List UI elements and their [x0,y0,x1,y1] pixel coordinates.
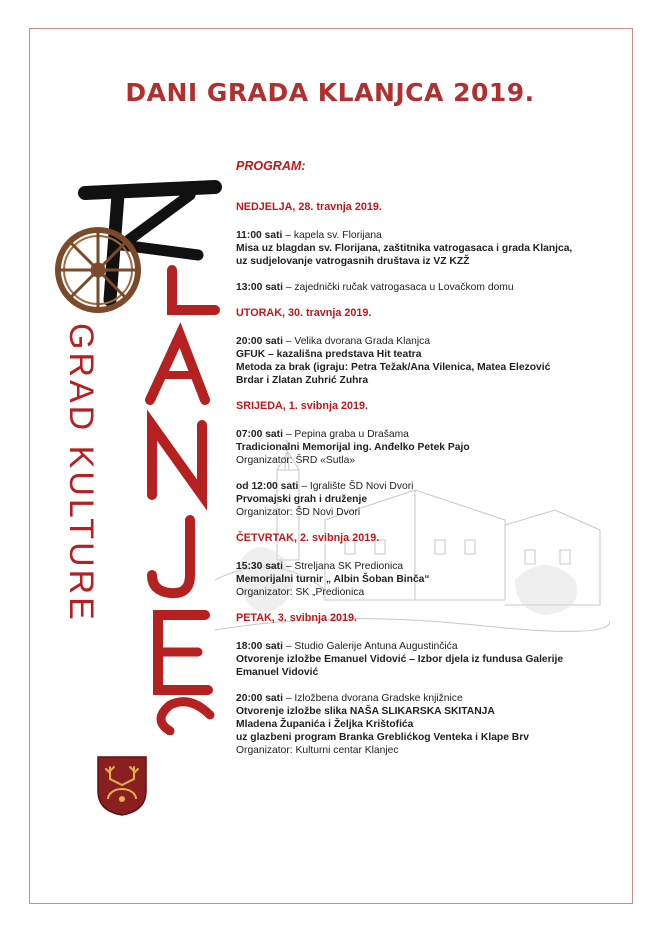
cart-wheel-icon [58,230,138,310]
program-day [236,400,616,519]
program-event [236,480,616,519]
event-location: – Studio Galerije Antuna Augustinčića [282,641,458,652]
event-time: 07:00 sati [236,429,283,440]
program-days [236,201,616,757]
event-title-line: Otvorenje izložbe slika NAŠA SLIKARSKA SKITANJA [236,706,495,717]
event-title-line: uz sudjelovanje vatrogasnih društava iz VZ KZŽ [236,256,470,267]
day-date: SRIJEDA, 1. svibnja 2019. [236,400,369,412]
event-title-line: GFUK – kazališna predstava Hit teatra [236,349,422,360]
program-day [236,532,616,599]
event-time: 18:00 sati [236,641,283,652]
day-date: ČETVRTAK, 2. svibnja 2019. [236,532,380,544]
event-title-line: Emanuel Vidović [236,667,319,678]
event-time-location [236,692,616,705]
event-time: 11:00 sati [236,230,283,241]
event-title-line: Prvomajski grah i druženje [236,494,368,505]
program-list [236,160,616,770]
logo-tagline: GRAD KULTURE [62,323,100,623]
event-location: – Pepina graba u Drašama [282,429,409,440]
day-date: PETAK, 3. svibnja 2019. [236,612,358,624]
day-date: UTORAK, 30. travnja 2019. [236,307,372,319]
event-title-line: Metoda za brak (igraju: Petra Težak/Ana Vilenica, Matea Elezović [236,362,551,373]
event-location: – Streljana SK Predionica [282,561,404,572]
event-organizer: Organizator: ŠD Novi Dvori [236,507,361,518]
event-time-location [236,428,616,441]
event-time-location [236,335,616,348]
event-title-line: Memorijalni turnir „ Albin Šoban Binča“ [236,574,430,585]
event-location: – Velika dvorana Grada Klanjca [282,336,431,347]
event-location: – kapela sv. Florijana [282,230,382,241]
day-date: NEDJELJA, 28. travnja 2019. [236,201,382,213]
program-event [236,560,616,599]
event-time-location [236,640,616,653]
event-location: – zajednički ručak vatrogasaca u Lovačkom domu [282,282,514,293]
program-event [236,428,616,467]
program-event [236,281,616,294]
coat-of-arms-icon [96,755,148,817]
logo-letters-lanjec [150,270,215,731]
event-location: – Izložbena dvorana Gradske knjižnice [282,693,463,704]
event-time: 20:00 sati [236,336,283,347]
event-title-line: uz glazbeni program Branka Greblićkog Venteka i Klape Brv [236,732,529,743]
event-time-location [236,281,616,294]
event-location: – Igralište ŠD Novi Dvori [298,481,414,492]
event-title-line: Otvorenje izložbe Emanuel Vidović – Izbor djela iz fundusa Galerije [236,654,564,665]
event-time: 13:00 sati [236,282,283,293]
event-time-location [236,560,616,573]
event-organizer: Organizator: Kulturni centar Klanjec [236,745,399,756]
program-event [236,335,616,387]
event-organizer: Organizator: SK „Predionica [236,587,365,598]
event-title-line: Mladena Županića i Željka Krištofića [236,719,414,730]
program-event [236,692,616,757]
event-title-line: Misa uz blagdan sv. Florijana, zaštitnika vatrogasaca i grada Klanjca, [236,243,573,254]
event-time: 20:00 sati [236,693,283,704]
event-time-location [236,480,616,493]
event-title-line: Tradicionalni Memorijal ing. Anđelko Petek Pajo [236,442,470,453]
program-day [236,201,616,294]
event-time: 15:30 sati [236,561,283,572]
program-event [236,229,616,268]
event-time: od 12:00 sati [236,481,299,492]
klanjec-logo [40,175,230,735]
program-day [236,612,616,757]
event-organizer: Organizator: ŠRD «Sutla» [236,455,356,466]
event-title-line: Brdar i Zlatan Zuhrić Zuhra [236,375,369,386]
program-heading: PROGRAM: [236,159,306,173]
logo-letter-k [85,187,215,300]
page-title: DANI GRADA KLANJCA 2019. [125,78,535,107]
program-day [236,307,616,387]
program-event [236,640,616,679]
event-time-location [236,229,616,242]
